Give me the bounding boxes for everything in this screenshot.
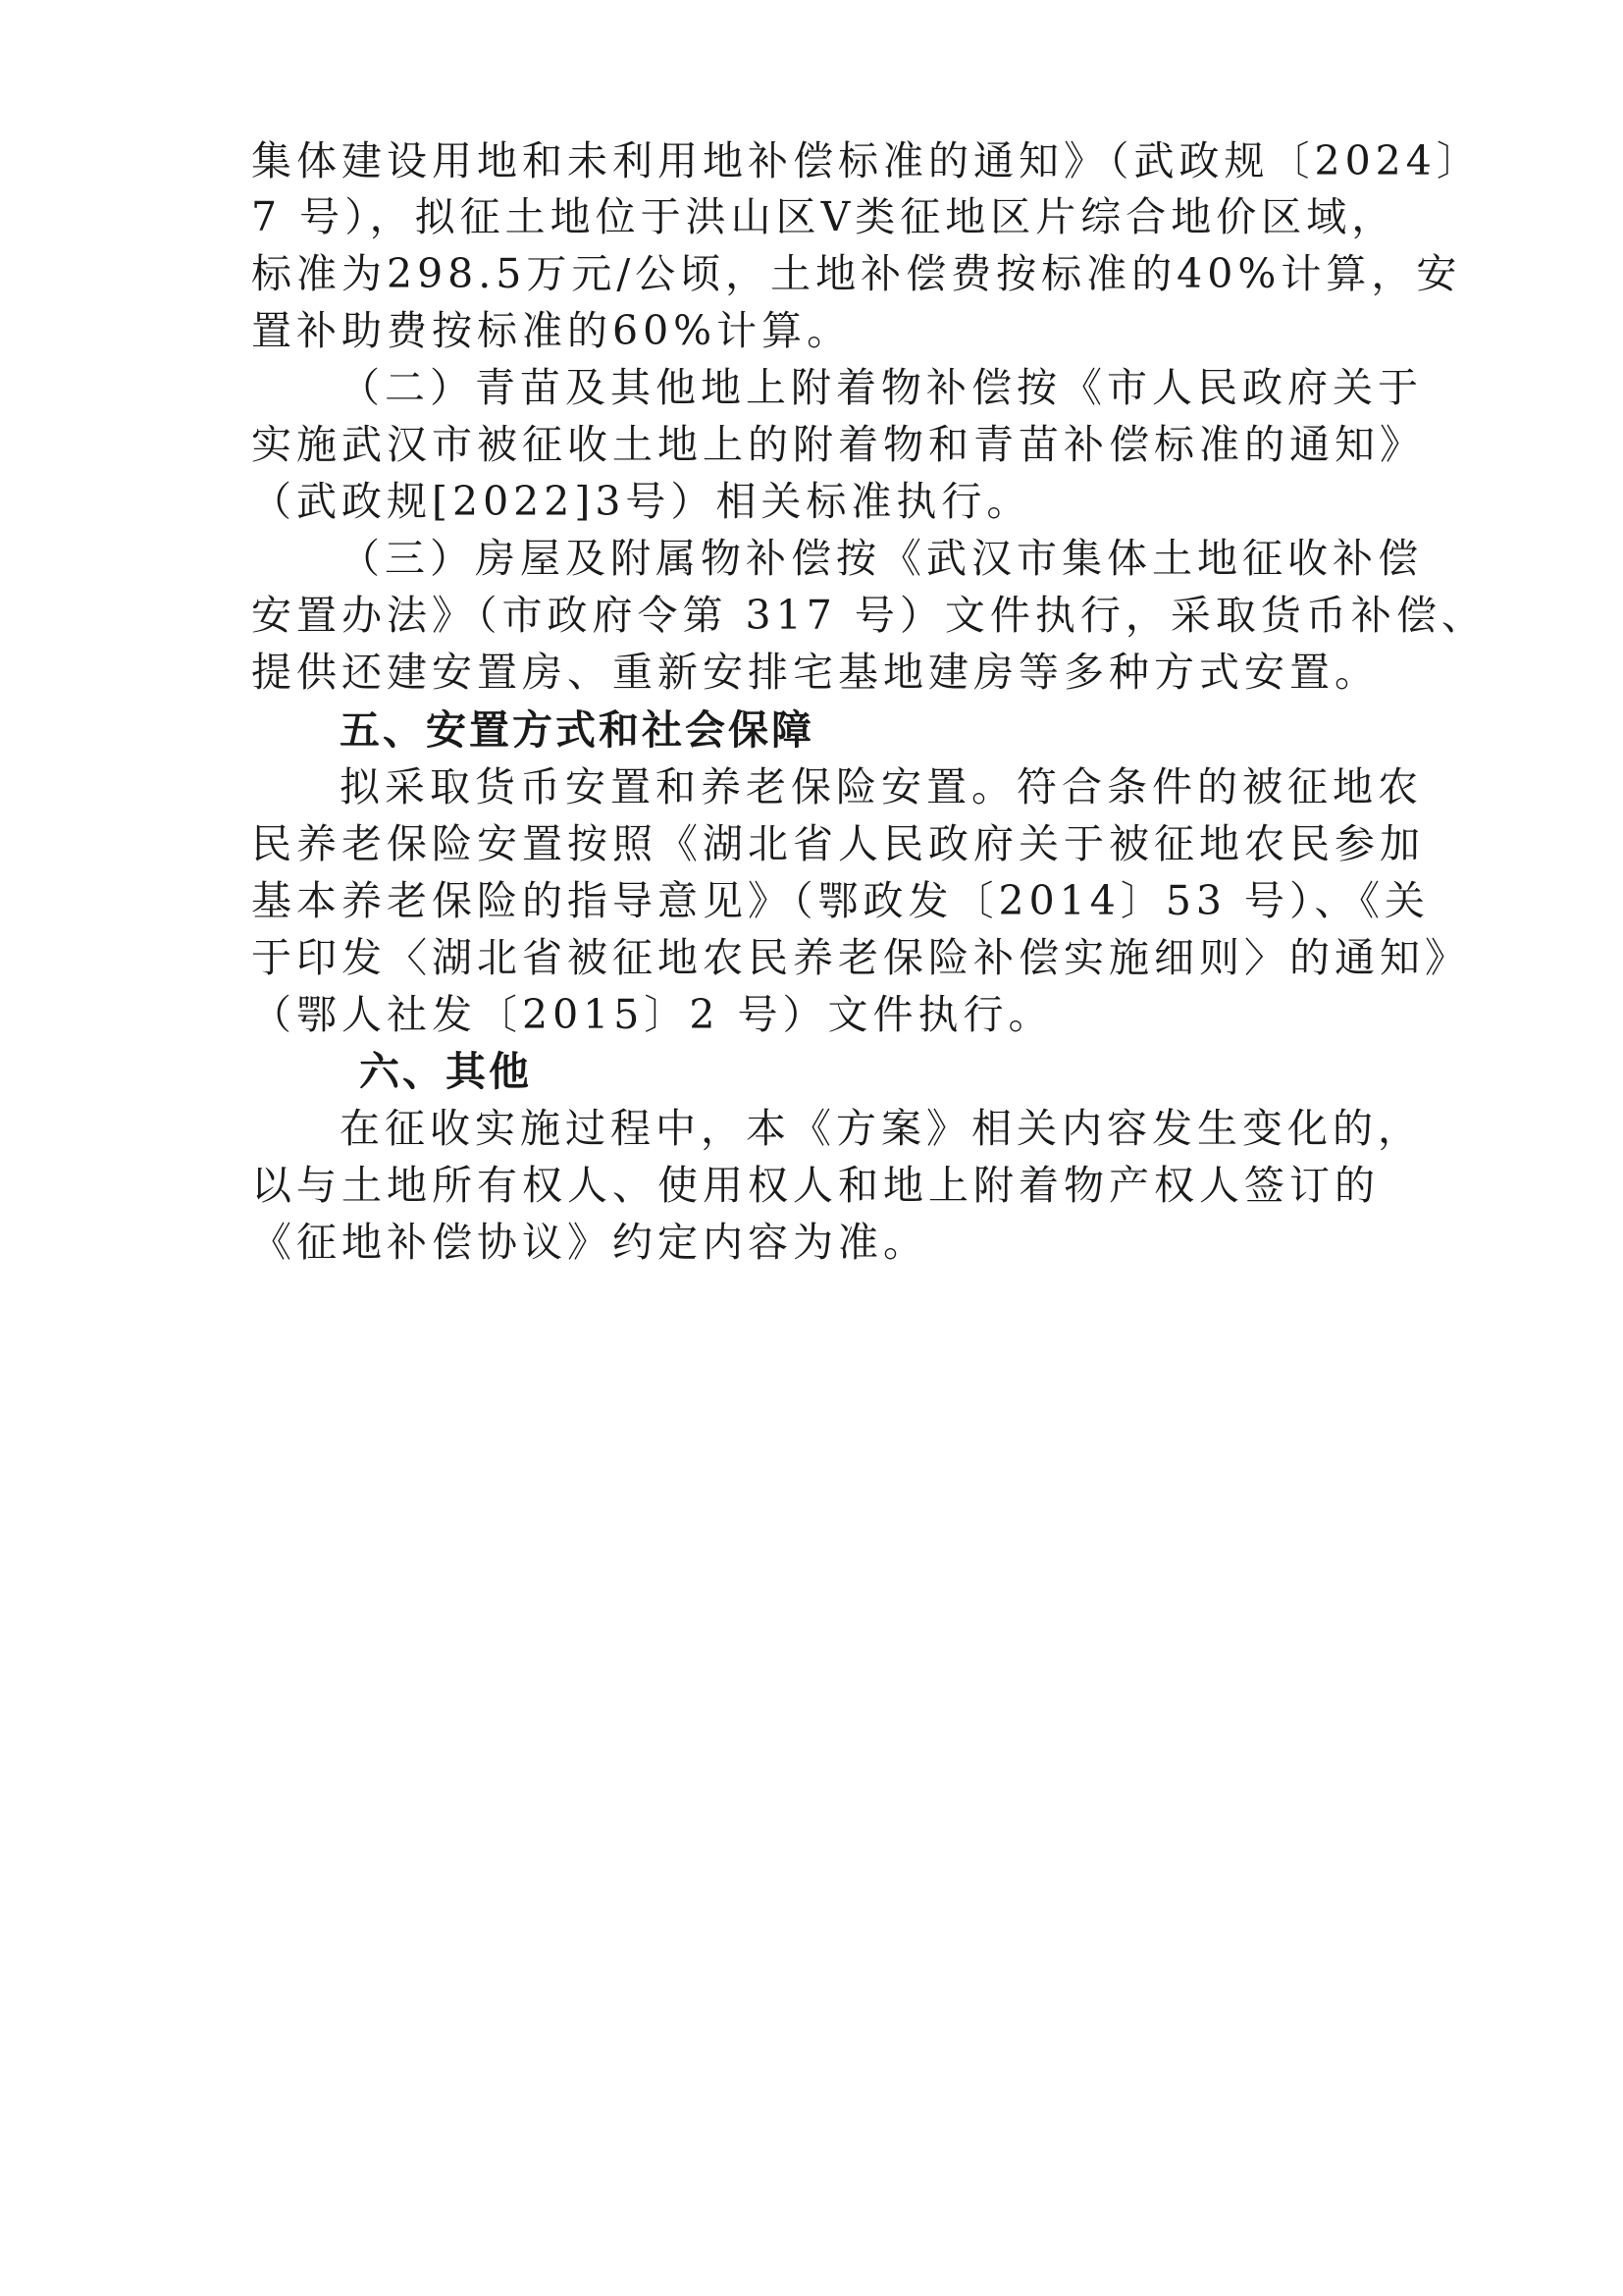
paragraph-line: 民养老保险安置按照《湖北省人民政府关于被征地农民参加 [251, 820, 1425, 867]
paragraph-line: （二）青苗及其他地上附着物补偿按《市人民政府关于 [340, 364, 1423, 411]
paragraph-line: 集体建设用地和未利用地补偿标准的通知》（武政规〔2024〕 [251, 137, 1482, 184]
paragraph-line: 以与土地所有权人、使用权人和地上附着物产权人签订的 [251, 1162, 1380, 1209]
section-heading: 五、安置方式和社会保障 [340, 706, 814, 754]
paragraph-line: （武政规[2022]3号）相关标准执行。 [251, 478, 1032, 525]
paragraph-line: 在征收实施过程中，本《方案》相关内容发生变化的， [340, 1105, 1423, 1152]
paragraph-line: 7 号），拟征土地位于洪山区V类征地区片综合地价区域， [251, 193, 1397, 240]
paragraph-line: 标准为298.5万元/公顷，土地补偿费按标准的40%计算，安 [251, 250, 1462, 297]
paragraph-line: 提供还建安置房、重新安排宅基地建房等多种方式安置。 [251, 649, 1380, 696]
paragraph-line: 置补助费按标准的60%计算。 [251, 307, 853, 354]
paragraph-line: 拟采取货币安置和养老保险安置。符合条件的被征地农 [340, 763, 1423, 810]
section-heading: 六、其他 [359, 1048, 532, 1095]
paragraph-line: （鄂人社发〔2015〕2 号）文件执行。 [251, 991, 1054, 1038]
paragraph-line: 基本养老保险的指导意见》（鄂政发〔2014〕53 号）、《关 [251, 877, 1431, 924]
paragraph-line: 实施武汉市被征收土地上的附着物和青苗补偿标准的通知》 [251, 421, 1425, 468]
paragraph-line: 《征地补偿协议》约定内容为准。 [251, 1219, 928, 1266]
paragraph-line: 安置办法》（市政府令第 317 号）文件执行，采取货币补偿、 [251, 592, 1487, 639]
paragraph-line: 于印发〈湖北省被征地农民养老保险补偿实施细则〉的通知》 [251, 934, 1470, 981]
paragraph-line: （三）房屋及附属物补偿按《武汉市集体土地征收补偿 [340, 535, 1423, 582]
